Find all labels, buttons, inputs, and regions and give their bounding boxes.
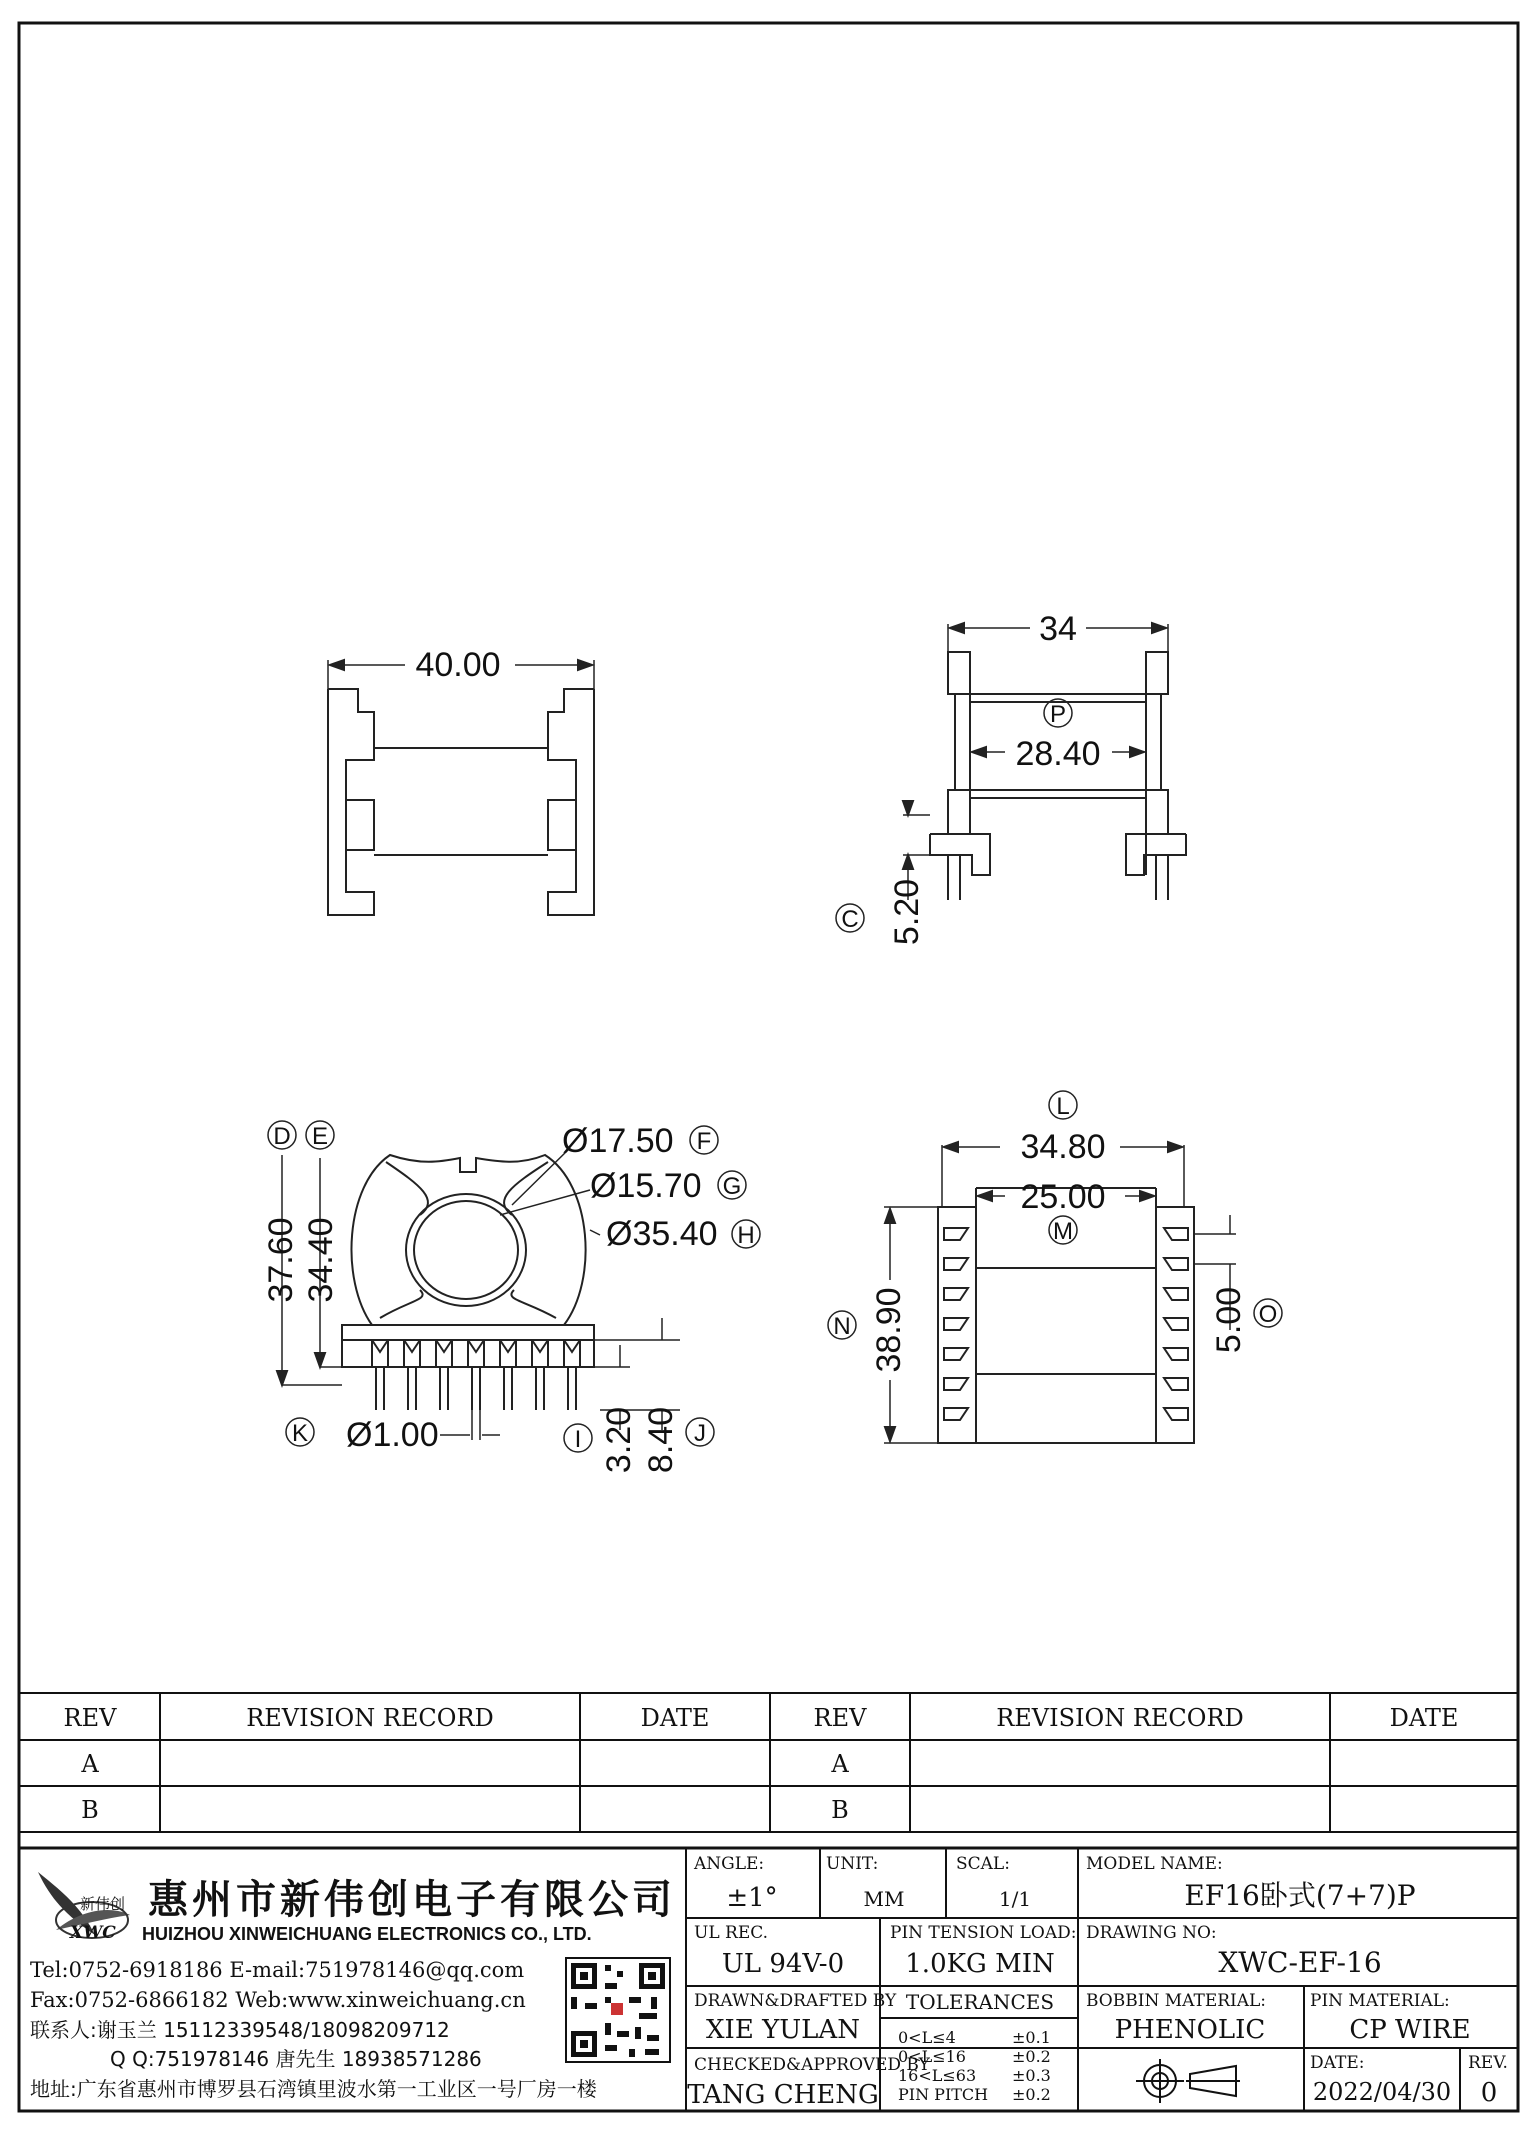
- tol-range-1: 0<L≤16: [898, 2047, 966, 2066]
- marker-f: [690, 1126, 718, 1155]
- company-address: 地址:广东省惠州市博罗县石湾镇里波水第一工业区一号厂房一楼: [30, 2077, 597, 2101]
- logo-sub: XWC: [70, 1923, 116, 1943]
- qr-code: [566, 1958, 670, 2062]
- marker-k: [286, 1418, 314, 1447]
- tol-value-2: ±0.3: [1012, 2066, 1051, 2085]
- angle-label: ANGLE:: [694, 1854, 765, 1874]
- ul-rec-label: UL REC.: [694, 1923, 769, 1943]
- date-label: DATE:: [1310, 2053, 1365, 2073]
- rev-header-1: REV: [63, 1704, 117, 1732]
- company-contact: 联系人:谢玉兰 15112339548/18098209712: [30, 2018, 450, 2042]
- dim-top-inner: 28.40: [1015, 735, 1101, 773]
- unit-value: MM: [863, 1887, 905, 1911]
- model-name-value: EF16卧式(7+7)P: [1184, 1879, 1416, 1912]
- svg-text:D: D: [273, 1123, 291, 1150]
- svg-text:G: G: [722, 1173, 742, 1200]
- model-name-label: MODEL NAME:: [1086, 1854, 1223, 1874]
- scale-label: SCAL:: [956, 1854, 1010, 1874]
- dim-i-pin: 3.20: [600, 1406, 638, 1474]
- dim-e-height: 34.40: [302, 1217, 340, 1303]
- marker-j: [686, 1418, 714, 1447]
- dim-o-pitch: 5.00: [1210, 1286, 1248, 1354]
- dim-f-dia: Ø17.50: [562, 1122, 674, 1160]
- tol-range-2: 16<L≤63: [898, 2066, 977, 2085]
- rev-value: 0: [1480, 2078, 1498, 2108]
- angle-value: ±1°: [726, 1883, 778, 1913]
- svg-text:K: K: [291, 1420, 309, 1447]
- sheet-border: [19, 23, 1518, 2111]
- marker-o: [1254, 1299, 1282, 1328]
- checked-label: CHECKED&APPROVED BY: [694, 2055, 930, 2075]
- date-header-1: DATE: [640, 1704, 710, 1732]
- marker-g: [718, 1171, 746, 1200]
- company-logo: [38, 1872, 130, 1943]
- drawn-value: XIE YULAN: [706, 2015, 860, 2045]
- projection-symbol: [1136, 2059, 1240, 2103]
- svg-text:J: J: [694, 1420, 706, 1447]
- rev-right-a: A: [831, 1750, 849, 1778]
- drawing-no-value: XWC-EF-16: [1218, 1946, 1382, 1979]
- rev-right-b: B: [831, 1796, 849, 1824]
- marker-e: [306, 1121, 334, 1150]
- marker-n: [828, 1311, 856, 1340]
- marker-p: [1044, 699, 1072, 728]
- company-name-en: HUIZHOU XINWEICHUANG ELECTRONICS CO., LTD.: [142, 1924, 592, 1944]
- tolerances-label: TOLERANCES: [905, 1990, 1055, 2014]
- scale-value: 1/1: [998, 1887, 1032, 1911]
- marker-i: [564, 1424, 592, 1453]
- dim-h-dia: Ø35.40: [606, 1215, 718, 1253]
- dim-n-height: 38.90: [870, 1287, 908, 1373]
- svg-text:L: L: [1056, 1093, 1070, 1120]
- svg-text:N: N: [833, 1313, 851, 1340]
- bobbin-material-label: BOBBIN MATERIAL:: [1086, 1991, 1267, 2011]
- revision-record-header-1: REVISION RECORD: [246, 1704, 494, 1732]
- svg-text:M: M: [1053, 1218, 1073, 1245]
- rev-label: REV.: [1468, 2053, 1508, 2073]
- rev-left-b: B: [81, 1796, 99, 1824]
- checked-value: TANG CHENG: [687, 2080, 879, 2110]
- bobbin-material-value: PHENOLIC: [1114, 2015, 1266, 2045]
- drawing-no-label: DRAWING NO:: [1086, 1923, 1217, 1943]
- tol-value-3: ±0.2: [1012, 2085, 1051, 2104]
- company-tel: Tel:0752-6918186 E-mail:751978146@qq.com: [30, 1958, 525, 1982]
- marker-d: [268, 1121, 296, 1150]
- svg-text:F: F: [696, 1128, 712, 1155]
- pin-material-label: PIN MATERIAL:: [1310, 1991, 1450, 2011]
- company-qq: Q Q:751978146 唐先生 18938571286: [110, 2047, 482, 2071]
- dim-d-height: 37.60: [262, 1217, 300, 1303]
- svg-text:H: H: [737, 1222, 755, 1249]
- dim-l-width: 34.80: [1020, 1128, 1106, 1166]
- svg-text:P: P: [1049, 701, 1067, 728]
- marker-l: [1049, 1091, 1077, 1120]
- svg-text:C: C: [841, 906, 859, 933]
- revision-table: [19, 1693, 1518, 1848]
- marker-h: [732, 1220, 760, 1249]
- dim-g-dia: Ø15.70: [590, 1167, 702, 1205]
- date-value: 2022/04/30: [1312, 2078, 1452, 2106]
- company-fax: Fax:0752-6866182 Web:www.xinweichuang.cn: [30, 1988, 526, 2012]
- unit-label: UNIT:: [826, 1854, 879, 1874]
- company-name-cn: 惠州市新伟创电子有限公司: [148, 1877, 676, 1923]
- svg-text:O: O: [1258, 1301, 1278, 1328]
- dim-top-width: 34: [1039, 610, 1077, 648]
- side-view: [328, 660, 594, 915]
- date-header-2: DATE: [1389, 1704, 1459, 1732]
- pin-tension-label: PIN TENSION LOAD:: [890, 1923, 1077, 1943]
- revision-record-header-2: REVISION RECORD: [996, 1704, 1244, 1732]
- dim-j-pin: 8.40: [642, 1406, 680, 1474]
- tol-range-0: 0<L≤4: [898, 2028, 956, 2047]
- dim-top-pin: 5.20: [888, 878, 926, 946]
- marker-m: [1049, 1216, 1077, 1245]
- pin-material-value: CP WIRE: [1349, 2015, 1471, 2045]
- dim-m-width: 25.00: [1020, 1178, 1106, 1216]
- svg-text:E: E: [311, 1123, 329, 1150]
- dim-side-width: 40.00: [415, 646, 501, 684]
- tol-value-0: ±0.1: [1012, 2028, 1051, 2047]
- rev-header-2: REV: [813, 1704, 867, 1732]
- logo-text: 新伟创: [80, 1895, 126, 1913]
- pin-tension-value: 1.0KG MIN: [905, 1949, 1055, 1979]
- ul-rec-value: UL 94V-0: [721, 1949, 845, 1979]
- drawn-label: DRAWN&DRAFTED BY: [694, 1991, 897, 2011]
- tol-range-3: PIN PITCH: [898, 2085, 989, 2104]
- tol-value-1: ±0.2: [1012, 2047, 1051, 2066]
- svg-text:I: I: [574, 1426, 582, 1453]
- dim-k-pin: Ø1.00: [346, 1416, 439, 1454]
- marker-c-top: [836, 904, 864, 933]
- rev-left-a: A: [81, 1750, 99, 1778]
